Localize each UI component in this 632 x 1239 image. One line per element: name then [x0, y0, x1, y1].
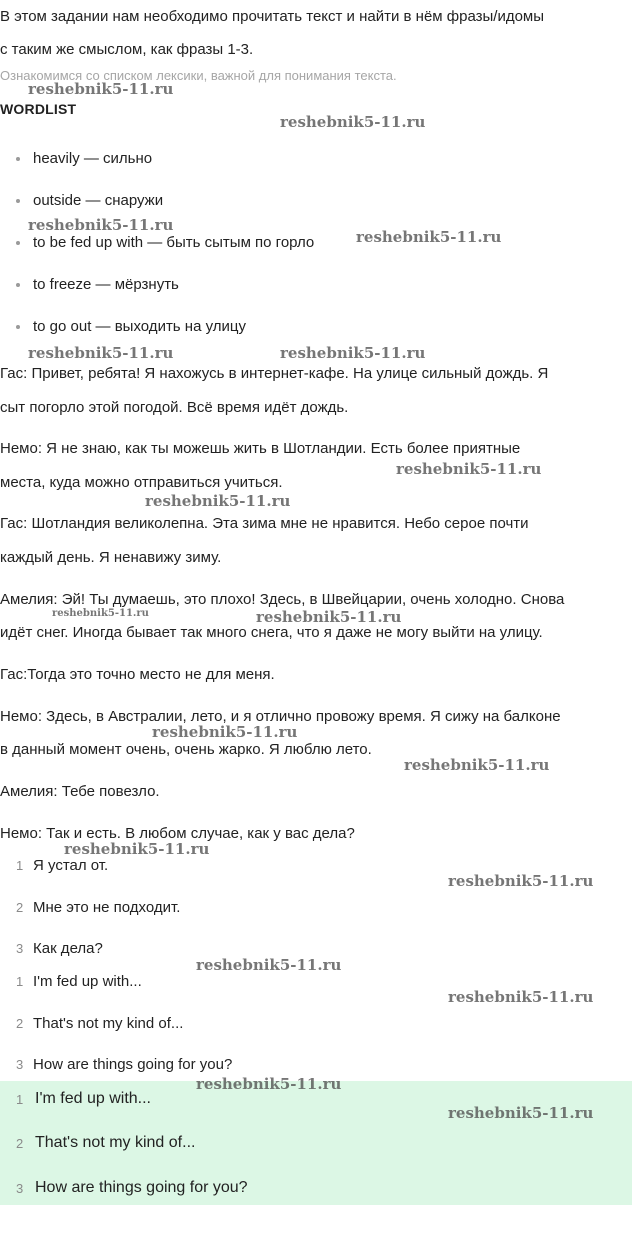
watermark: reshebnik5-11.ru [64, 840, 210, 858]
watermark: reshebnik5-11.ru [448, 988, 594, 1006]
dialogue-line: Амелия: Тебе повезло. [0, 783, 160, 800]
list-bullet [16, 325, 20, 329]
intro-hint: Ознакомимся со списком лексики, важной для понимания текста. [0, 68, 397, 83]
phrase-item: That's not my kind of... [33, 1015, 184, 1032]
watermark: reshebnik5-11.ru [28, 344, 174, 362]
wordlist-item: outside — снаружи [33, 192, 164, 209]
dialogue-line: Немо: Так и есть. В любом случае, как у вас дела? [0, 825, 355, 842]
phrase-item: I'm fed up with... [33, 973, 142, 990]
answer-item: I'm fed up with... [35, 1090, 151, 1107]
dialogue-line: Гас: Шотландия великолепна. Эта зима мне не нравится. Небо серое почти [0, 515, 529, 532]
watermark: reshebnik5-11.ru [145, 492, 291, 510]
intro-line-1: В этом задании нам необходимо прочитать текст и найти в нём фразы/идомы [0, 8, 545, 25]
dialogue-line: каждый день. Я ненавижу зиму. [0, 549, 222, 566]
dialogue-line: Амелия: Эй! Ты думаешь, это плохо! Здесь, в Швейцарии, очень холодно. Снова [0, 591, 565, 608]
wordlist-item: to go out — выходить на улицу [33, 318, 246, 335]
answer-number: 3 [16, 1181, 24, 1196]
watermark: reshebnik5-11.ru [280, 344, 426, 362]
phrase-item: How are things going for you? [33, 1056, 233, 1073]
watermark: reshebnik5-11.ru [196, 1075, 342, 1093]
watermark: reshebnik5-11.ru [396, 460, 542, 478]
answer-item: How are things going for you? [35, 1179, 248, 1196]
watermark: reshebnik5-11.ru [28, 216, 174, 234]
phrase-number: 1 [16, 858, 24, 873]
dialogue-line: сыт погорло этой погодой. Всё время идёт дождь. [0, 399, 349, 416]
watermark: reshebnik5-11.ru [52, 608, 149, 619]
list-bullet [16, 199, 20, 203]
wordlist-item: to be fed up with — быть сытым по горло [33, 234, 315, 251]
watermark: reshebnik5-11.ru [404, 756, 550, 774]
watermark: reshebnik5-11.ru [280, 113, 426, 131]
dialogue-line: Гас: Привет, ребята! Я нахожусь в интернет-кафе. На улице сильный дождь. Я [0, 365, 549, 382]
answer-box [0, 1081, 632, 1205]
watermark: reshebnik5-11.ru [448, 1104, 594, 1122]
list-bullet [16, 283, 20, 287]
phrase-number: 3 [16, 941, 24, 956]
intro-line-2: с таким же смыслом, как фразы 1-3. [0, 41, 254, 58]
dialogue-line: идёт снег. Иногда бывает так много снега, что я даже не могу выйти на улицу. [0, 624, 543, 641]
watermark: reshebnik5-11.ru [196, 956, 342, 974]
watermark: reshebnik5-11.ru [152, 723, 298, 741]
wordlist-title: WORDLIST [0, 101, 77, 117]
watermark: reshebnik5-11.ru [356, 228, 502, 246]
answer-number: 1 [16, 1092, 24, 1107]
dialogue-line: Немо: Я не знаю, как ты можешь жить в Шотландии. Есть более приятные [0, 440, 521, 457]
phrase-item: Как дела? [33, 940, 103, 957]
phrase-item: Мне это не подходит. [33, 899, 181, 916]
dialogue-line: Немо: Здесь, в Австралии, лето, и я отлично провожу время. Я сижу на балконе [0, 708, 561, 725]
phrase-number: 1 [16, 974, 24, 989]
phrase-number: 3 [16, 1057, 24, 1072]
dialogue-line: места, куда можно отправиться учиться. [0, 474, 283, 491]
wordlist-item: heavily — сильно [33, 150, 153, 167]
watermark: reshebnik5-11.ru [448, 872, 594, 890]
watermark: reshebnik5-11.ru [28, 80, 174, 98]
list-bullet [16, 157, 20, 161]
wordlist-item: to freeze — мёрзнуть [33, 276, 179, 293]
dialogue-line: Гас:Тогда это точно место не для меня. [0, 666, 275, 683]
phrase-number: 2 [16, 900, 24, 915]
list-bullet [16, 241, 20, 245]
dialogue-line: в данный момент очень, очень жарко. Я люблю лето. [0, 741, 372, 758]
answer-item: That's not my kind of... [35, 1134, 196, 1151]
answer-number: 2 [16, 1136, 24, 1151]
watermark: reshebnik5-11.ru [256, 608, 402, 626]
phrase-number: 2 [16, 1016, 24, 1031]
phrase-item: Я устал от. [33, 857, 109, 874]
